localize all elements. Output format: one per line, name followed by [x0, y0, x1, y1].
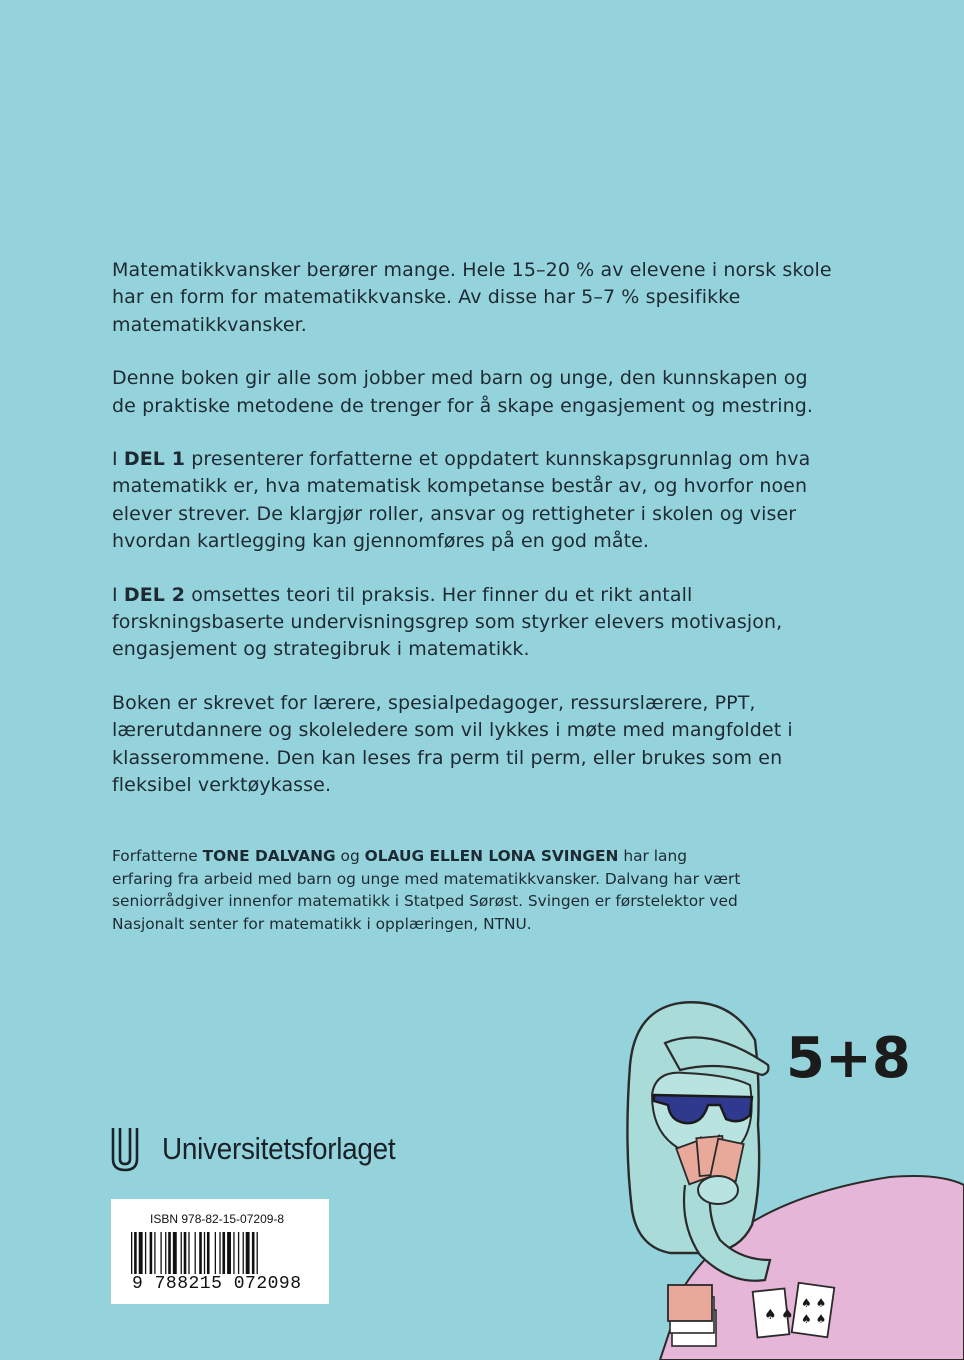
barcode-bars	[131, 1232, 311, 1274]
svg-text:♠ ♠: ♠ ♠	[801, 1296, 827, 1310]
publisher-logo	[110, 1126, 421, 1172]
author-bio	[112, 845, 752, 935]
part1-label: DEL 1	[123, 448, 186, 471]
author-name-2: OLAUG ELLEN LONA SVINGEN	[364, 847, 619, 865]
part2-text: omsettes teori til praksis. Her finner du et rikt antall forskningsbaserte undervisningsgrep som styrker elevers motivasjon, engasjement og strategibruk i matematikk.	[112, 583, 783, 661]
part1-text: presenterer forfatterne et oppdatert kunnskapsgrunnlag om hva matematikk er, hva matematisk kompetanse består av, og hvorfor noen elever strever. De klargjør roller, ansvar og rettigheter i skolen og viser hvordan kartlegging kan gjennomføres på en god måte.	[112, 448, 811, 553]
blurb-paragraph-5: Boken er skrevet for lærere, spesialpedagoger, ressurslærere, PPT, lærerutdannere og skoleledere som vil lykkes i møte med mangfoldet i klasserommene. Den kan leses fra perm til perm, eller brukes som en fleksibel verktøykasse.	[112, 691, 793, 797]
author-name-1: TONE DALVANG	[202, 847, 336, 865]
blurb-paragraph-4	[112, 582, 832, 664]
isbn-barcode	[111, 1199, 329, 1304]
card-player-illustration	[590, 985, 964, 1360]
part1-prefix: I	[112, 448, 118, 471]
author-bio-intro: Forfatterne	[112, 847, 198, 865]
part2-prefix: I	[112, 583, 118, 606]
math-expression: 5+8	[786, 1026, 911, 1091]
u-logo-icon	[110, 1126, 140, 1172]
barcode-digits: 9 788215 072098	[132, 1274, 302, 1294]
publisher-name: Universitetsforlaget	[162, 1131, 396, 1166]
part2-label: DEL 2	[123, 583, 186, 606]
card-stack	[668, 1285, 716, 1346]
blurb-paragraph-1: Matematikkvansker berører mange. Hele 15–20 % av elevene i norsk skole har en form for matematikkvanske. Av disse har 5–7 % spesifikke matematikkvansker.	[112, 259, 832, 336]
isbn-label: ISBN 978-82-15-07209-8	[150, 1212, 285, 1226]
blurb-paragraph-2: Denne boken gir alle som jobber med barn og unge, den kunnskapen og de praktiske metodene de trenger for å skape engasjement og mestring.	[112, 367, 814, 417]
author-bio-text: har lang erfaring fra arbeid med barn og unge med matematikkvansker. Dalvang har vært seniorrådgiver innenfor matematikk i Statped Sørøst. Svingen er førstelektor ved Nasjonalt senter for matematikk i opplæringen, NTNU.	[112, 847, 741, 933]
author-bio-and: og	[340, 847, 360, 865]
back-cover-blurb	[112, 257, 832, 826]
blurb-paragraph-3	[112, 446, 832, 556]
svg-text:♠ ♠: ♠ ♠	[764, 1307, 794, 1323]
svg-text:♠ ♠: ♠ ♠	[801, 1312, 827, 1326]
